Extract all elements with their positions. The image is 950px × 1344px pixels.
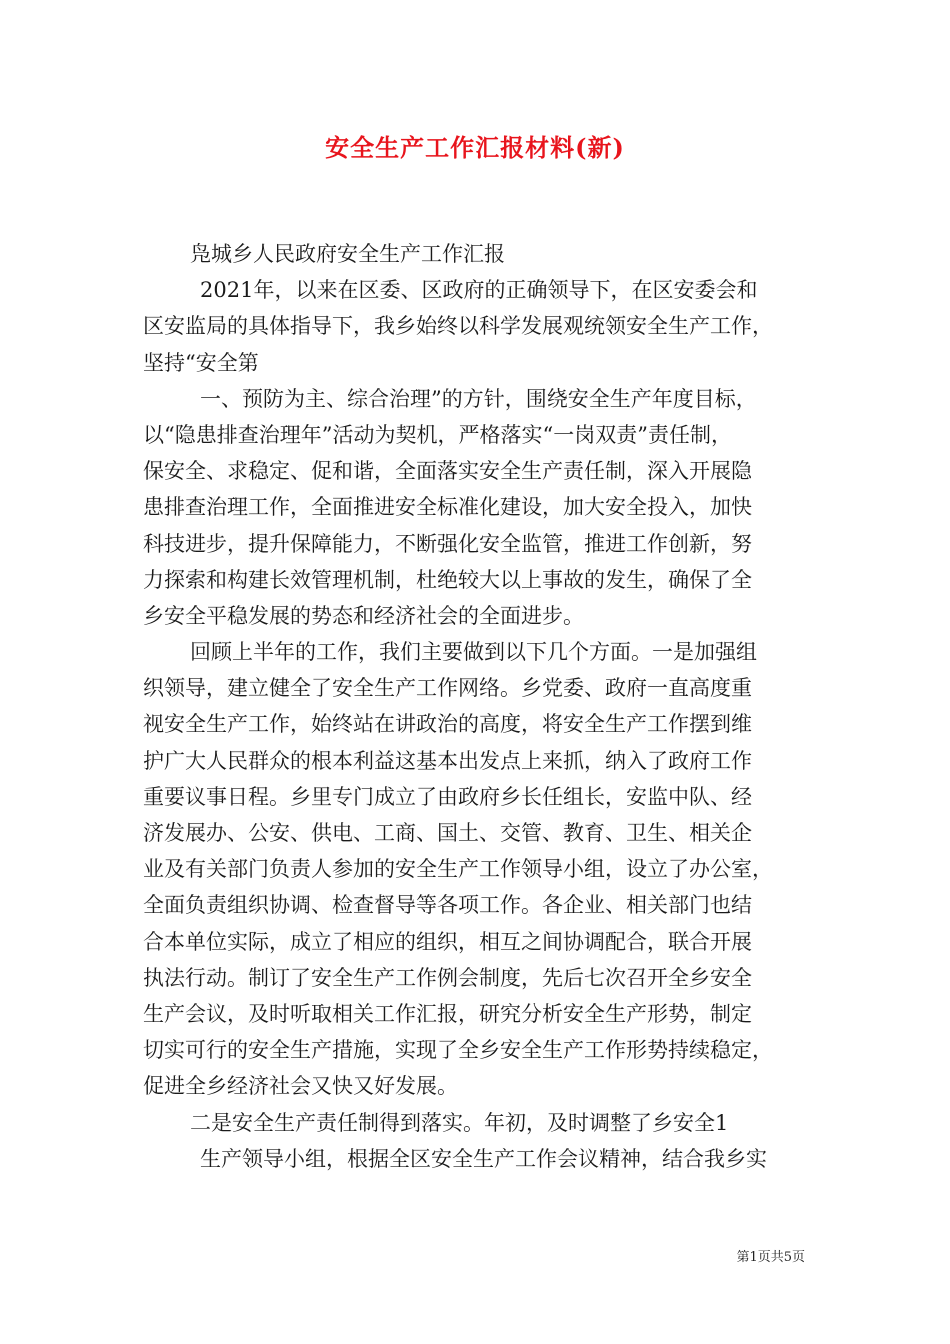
paragraph-line: 济发展办、公安、供电、工商、国土、交管、教育、卫生、相关企 xyxy=(143,821,752,845)
paragraph-line: 以“隐患排查治理年”活动为契机，严格落实“一岗双责”责任制， xyxy=(143,422,732,447)
paragraph-line: 织领导，建立健全了安全生产工作网络。乡党委、政府一直高度重 xyxy=(143,676,752,701)
document-body xyxy=(143,236,811,1177)
page-title: 安全生产工作汇报材料(新) xyxy=(325,133,625,162)
paragraph-line: 护广大人民群众的根本利益这基本出发点上来抓，纳入了政府工作 xyxy=(143,748,752,773)
paragraph-line: 力探索和构建长效管理机制，杜绝较大以上事故的发生，确保了全 xyxy=(143,567,752,592)
paragraph-line: 执法行动。制订了安全生产工作例会制度，先后七次召开全乡安全 xyxy=(143,965,752,990)
paragraph-line: 促进全乡经济社会又快又好发展。 xyxy=(143,1074,458,1099)
paragraph-line: 二是安全生产责任制得到落实。年初，及时调整了乡安全1 xyxy=(190,1110,729,1135)
paragraph-line: 合本单位实际，成立了相应的组织，相互之间协调配合，联合开展 xyxy=(143,929,752,954)
paragraph-line: 区安监局的具体指导下，我乡始终以科学发展观统领安全生产工作， xyxy=(143,314,773,339)
paragraph-line: 坚持“安全第 xyxy=(143,350,259,375)
paragraph-line: 患排查治理工作，全面推进安全标准化建设，加大安全投入，加快 xyxy=(143,495,752,520)
paragraph-line: 一、预防为主、综合治理”的方针，围绕安全生产年度目标， xyxy=(200,386,757,411)
paragraph-line: 业及有关部门负责人参加的安全生产工作领导小组，设立了办公室， xyxy=(143,857,773,882)
paragraph-line: 切实可行的安全生产措施，实现了全乡安全生产工作形势持续稳定， xyxy=(143,1038,773,1063)
paragraph-line: 生产会议，及时听取相关工作汇报，研究分析安全生产形势，制定 xyxy=(143,1001,752,1026)
paragraph-line: 科技进步，提升保障能力，不断强化安全监管，推进工作创新，努 xyxy=(143,531,752,556)
page-number: 第1页共5页 xyxy=(736,1250,805,1265)
subtitle-line: 凫城乡人民政府安全生产工作汇报 xyxy=(190,242,505,266)
paragraph-line: 乡安全平稳发展的势态和经济社会的全面进步。 xyxy=(143,603,584,628)
paragraph-line: 保安全、求稳定、促和谐，全面落实安全生产责任制，深入开展隐 xyxy=(143,459,752,484)
paragraph-line: 视安全生产工作，始终站在讲政治的高度，将安全生产工作摆到维 xyxy=(143,712,752,737)
paragraph-line: 生产领导小组，根据全区安全生产工作会议精神，结合我乡实 xyxy=(200,1146,767,1171)
paragraph-line: 重要议事日程。乡里专门成立了由政府乡长任组长，安监中队、经 xyxy=(143,784,752,809)
paragraph-line: 全面负责组织协调、检查督导等各项工作。各企业、相关部门也结 xyxy=(143,893,752,918)
paragraph-line: 回顾上半年的工作，我们主要做到以下几个方面。一是加强组 xyxy=(190,640,757,665)
paragraph-line: 2021年，以来在区委、区政府的正确领导下，在区安委会和 xyxy=(200,278,758,303)
